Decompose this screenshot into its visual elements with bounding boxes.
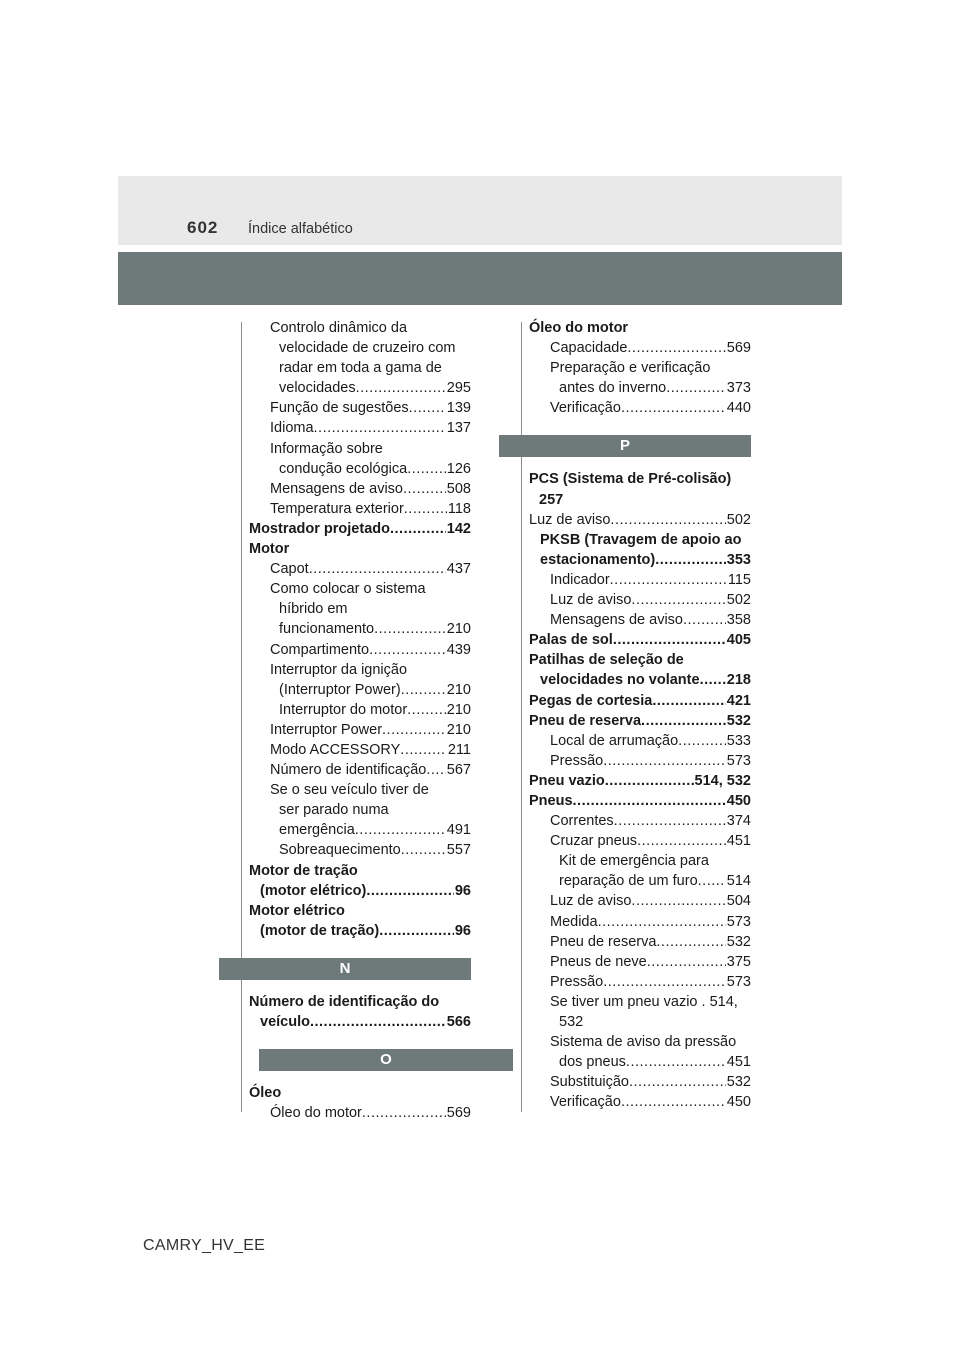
index-entry bbox=[249, 760, 471, 780]
entry-text: Pressão bbox=[550, 752, 604, 769]
index-entry bbox=[529, 610, 751, 630]
entry-text: (Interruptor Power) bbox=[279, 681, 401, 698]
index-entry bbox=[529, 932, 751, 952]
page-reference: 533 bbox=[726, 732, 751, 749]
dot-leader bbox=[652, 691, 725, 711]
entry-text: ser parado numa bbox=[279, 802, 389, 819]
entry-text: Informação sobre bbox=[270, 440, 383, 457]
dot-leader bbox=[613, 630, 726, 650]
index-entry bbox=[529, 630, 751, 650]
page-reference: 514, 532 bbox=[694, 772, 751, 789]
page-reference: 375 bbox=[726, 953, 751, 970]
dot-leader bbox=[309, 559, 446, 579]
page-reference: 405 bbox=[726, 632, 751, 649]
index-entry bbox=[249, 519, 471, 539]
entry-text: Patilhas de seleção de bbox=[529, 652, 684, 669]
dot-leader bbox=[610, 510, 725, 530]
entry-text: Substituição bbox=[550, 1074, 629, 1091]
dot-leader bbox=[374, 619, 446, 639]
page-reference: 210 bbox=[446, 681, 471, 698]
entry-text: Luz de aviso bbox=[550, 893, 632, 910]
document-code: CAMRY_HV_EE bbox=[143, 1237, 266, 1254]
index-entry bbox=[249, 740, 471, 760]
index-entry bbox=[249, 800, 471, 820]
entry-text: Controlo dinâmico da bbox=[270, 320, 408, 336]
dot-leader bbox=[655, 550, 726, 570]
entry-text: Interruptor do motor bbox=[279, 701, 408, 718]
entry-text: estacionamento) bbox=[540, 551, 656, 568]
page-reference: 210 bbox=[446, 721, 471, 738]
page-reference: 118 bbox=[447, 500, 471, 517]
page-reference: 437 bbox=[446, 561, 471, 578]
page-reference: 557 bbox=[446, 842, 471, 859]
entry-text: Luz de aviso bbox=[550, 592, 632, 609]
page-reference: 142 bbox=[446, 520, 471, 537]
dot-leader bbox=[310, 1012, 446, 1032]
page-reference: 126 bbox=[446, 460, 471, 477]
dot-leader bbox=[366, 881, 454, 901]
dot-leader bbox=[610, 570, 727, 590]
index-entry bbox=[529, 469, 751, 489]
dot-leader bbox=[409, 398, 446, 418]
dot-leader bbox=[621, 1092, 726, 1112]
index-entry bbox=[529, 378, 751, 398]
dot-leader bbox=[598, 912, 726, 932]
entry-group bbox=[249, 318, 471, 941]
entry-text: Sistema de aviso da pressão bbox=[550, 1034, 737, 1051]
index-entry bbox=[249, 559, 471, 579]
index-entry bbox=[529, 912, 751, 932]
dot-leader bbox=[700, 670, 726, 690]
index-entry bbox=[249, 881, 471, 901]
index-entry bbox=[249, 720, 471, 740]
dot-leader bbox=[426, 760, 445, 780]
entry-text: Kit de emergência para bbox=[559, 853, 709, 870]
entry-text: reparação de um furo bbox=[559, 873, 698, 890]
page-reference: 573 bbox=[726, 752, 751, 769]
entry-text: Capacidade bbox=[550, 340, 628, 357]
page-reference: 569 bbox=[726, 340, 751, 357]
page-number: 602 bbox=[187, 218, 219, 237]
index-entry bbox=[249, 418, 471, 438]
index-entry bbox=[529, 791, 751, 811]
entry-text: Motor bbox=[249, 541, 290, 558]
index-entry bbox=[249, 378, 471, 398]
index-entry bbox=[249, 921, 471, 941]
entry-text: (motor elétrico) bbox=[260, 882, 367, 899]
dot-leader bbox=[605, 771, 694, 791]
index-entry bbox=[249, 780, 471, 800]
index-entry bbox=[529, 590, 751, 610]
dot-leader bbox=[314, 418, 446, 438]
entry-text: Número de identificação bbox=[270, 762, 427, 779]
entry-text: Mostrador projetado bbox=[249, 520, 390, 537]
index-entry bbox=[529, 1012, 751, 1032]
index-entry bbox=[529, 530, 751, 550]
entry-text: (motor de tração) bbox=[260, 922, 380, 939]
dot-leader bbox=[404, 499, 447, 519]
page-reference: 502 bbox=[726, 592, 751, 609]
index-entry bbox=[249, 660, 471, 680]
index-entry bbox=[529, 338, 751, 358]
page-reference: 566 bbox=[446, 1014, 471, 1030]
dot-leader bbox=[656, 932, 725, 952]
dot-leader bbox=[403, 479, 446, 499]
section-header-p: P bbox=[499, 435, 751, 457]
dot-leader bbox=[603, 751, 726, 771]
index-entry bbox=[529, 318, 751, 338]
page-reference: 532 bbox=[726, 933, 751, 950]
page-reference: 96 bbox=[454, 922, 471, 939]
dot-leader bbox=[637, 831, 726, 851]
index-entry bbox=[529, 1052, 751, 1072]
page-reference: 139 bbox=[446, 400, 471, 417]
entry-text: Temperatura exterior bbox=[270, 500, 404, 517]
dot-leader bbox=[647, 952, 726, 972]
entry-text: dos pneus bbox=[559, 1054, 626, 1071]
index-entry bbox=[249, 579, 471, 599]
entry-text: Pneus bbox=[529, 792, 573, 809]
entry-text: velocidade de cruzeiro com bbox=[279, 340, 456, 357]
entry-text: Idioma bbox=[270, 420, 314, 437]
index-entry bbox=[529, 992, 751, 1012]
dot-leader bbox=[573, 791, 726, 811]
index-column-2 bbox=[529, 318, 751, 1112]
dot-leader bbox=[369, 640, 446, 660]
page-reference: 514 bbox=[726, 873, 751, 890]
page-title: Índice alfabético bbox=[248, 221, 353, 237]
entry-text: Mensagens de aviso bbox=[270, 480, 403, 497]
dot-leader bbox=[614, 811, 726, 831]
page-reference: 210 bbox=[446, 701, 471, 718]
index-entry bbox=[249, 820, 471, 840]
column-divider-left bbox=[241, 322, 242, 1112]
index-entry bbox=[249, 1083, 471, 1103]
page-reference: 421 bbox=[726, 692, 751, 709]
index-entry bbox=[529, 731, 751, 751]
page-reference: 211 bbox=[447, 741, 471, 758]
page-reference: 96 bbox=[454, 882, 471, 899]
entry-text: Capot bbox=[270, 561, 309, 578]
entry-text: 532 bbox=[559, 1014, 584, 1030]
page-reference: 353 bbox=[726, 551, 751, 568]
entry-text: Óleo do motor bbox=[529, 320, 629, 336]
index-entry bbox=[529, 550, 751, 570]
entry-text: Palas de sol bbox=[529, 632, 613, 649]
dot-leader bbox=[355, 820, 446, 840]
entry-text: Indicador bbox=[550, 571, 610, 588]
entry-group bbox=[529, 469, 751, 1112]
page-reference: 295 bbox=[446, 380, 471, 397]
dot-leader bbox=[400, 740, 447, 760]
entry-text: Verificação bbox=[550, 400, 621, 417]
dot-leader bbox=[401, 840, 446, 860]
index-entry bbox=[249, 1103, 471, 1123]
index-entry bbox=[529, 570, 751, 590]
page-reference: 137 bbox=[446, 420, 471, 437]
index-entry bbox=[529, 751, 751, 771]
index-entry bbox=[529, 358, 751, 378]
entry-text: Mensagens de aviso bbox=[550, 612, 683, 629]
dot-leader bbox=[641, 711, 726, 731]
index-entry bbox=[249, 459, 471, 479]
header-band bbox=[118, 252, 842, 305]
entry-text: PCS (Sistema de Pré-colisão) bbox=[529, 471, 732, 488]
page-reference: 440 bbox=[726, 400, 751, 417]
entry-text: Interruptor Power bbox=[270, 721, 383, 738]
index-entry bbox=[249, 599, 471, 619]
entry-group bbox=[529, 318, 751, 418]
index-entry bbox=[529, 1092, 751, 1112]
entry-text: Sobreaquecimento bbox=[279, 842, 401, 859]
index-entry bbox=[529, 1032, 751, 1052]
entry-text: emergência bbox=[279, 822, 355, 839]
header-bar bbox=[118, 176, 842, 245]
entry-text: Como colocar o sistema bbox=[270, 581, 426, 598]
entry-text: Óleo bbox=[249, 1085, 282, 1102]
entry-text: Motor de tração bbox=[249, 862, 358, 879]
section-header-o: O bbox=[259, 1049, 513, 1071]
dot-leader bbox=[666, 378, 726, 398]
entry-text: Local de arrumação bbox=[550, 732, 679, 749]
index-entry bbox=[529, 650, 751, 670]
index-entry bbox=[249, 680, 471, 700]
index-entry bbox=[249, 318, 471, 338]
page-reference: 439 bbox=[446, 641, 471, 658]
index-entry bbox=[529, 972, 751, 992]
page-reference: 374 bbox=[726, 813, 751, 830]
entry-text: Se o seu veículo tiver de bbox=[270, 782, 429, 799]
page-reference: 450 bbox=[726, 792, 751, 809]
dot-leader bbox=[382, 720, 446, 740]
index-entry bbox=[249, 840, 471, 860]
entry-text: veículo bbox=[260, 1014, 310, 1030]
entry-text: Função de sugestões bbox=[270, 400, 409, 417]
dot-leader bbox=[683, 610, 726, 630]
dot-leader bbox=[621, 398, 726, 418]
entry-text: Verificação bbox=[550, 1094, 621, 1111]
dot-leader bbox=[407, 459, 446, 479]
entry-text: Motor elétrico bbox=[249, 902, 345, 919]
index-entry bbox=[249, 499, 471, 519]
index-entry bbox=[529, 831, 751, 851]
index-entry bbox=[249, 338, 471, 358]
index-entry bbox=[249, 479, 471, 499]
index-entry bbox=[249, 901, 471, 921]
dot-leader bbox=[603, 972, 726, 992]
entry-text: radar em toda a gama de bbox=[279, 360, 442, 377]
entry-text: Interruptor da ignição bbox=[270, 661, 408, 678]
entry-text: PKSB (Travagem de apoio ao bbox=[540, 531, 742, 548]
index-entry bbox=[249, 640, 471, 660]
index-entry bbox=[529, 891, 751, 911]
entry-group bbox=[249, 1083, 471, 1123]
index-entry bbox=[249, 619, 471, 639]
page-reference: 573 bbox=[726, 913, 751, 930]
entry-group bbox=[249, 992, 471, 1032]
index-entry bbox=[249, 358, 471, 378]
index-entry bbox=[249, 992, 471, 1012]
page-reference: 451 bbox=[726, 833, 751, 850]
index-entry bbox=[529, 398, 751, 418]
section-header-n: N bbox=[219, 958, 471, 980]
index-entry bbox=[249, 398, 471, 418]
index-entry bbox=[249, 539, 471, 559]
page-reference: 504 bbox=[726, 893, 751, 910]
entry-text: Pressão bbox=[550, 973, 604, 990]
page-reference: 532 bbox=[726, 712, 751, 729]
index-entry bbox=[249, 700, 471, 720]
index-entry bbox=[529, 510, 751, 530]
index-entry bbox=[529, 851, 751, 871]
index-entry bbox=[249, 439, 471, 459]
index-entry bbox=[249, 1012, 471, 1032]
entry-text: Luz de aviso bbox=[529, 511, 611, 528]
page-reference: 218 bbox=[726, 672, 751, 689]
index-entry bbox=[529, 1072, 751, 1092]
entry-text: funcionamento bbox=[279, 621, 375, 638]
dot-leader bbox=[390, 519, 446, 539]
index-entry bbox=[529, 771, 751, 791]
page-reference: 115 bbox=[727, 571, 751, 588]
page-reference: 373 bbox=[726, 380, 751, 397]
dot-leader bbox=[356, 378, 446, 398]
dot-leader bbox=[407, 700, 446, 720]
dot-leader bbox=[362, 1103, 446, 1123]
page-reference: 450 bbox=[726, 1094, 751, 1111]
entry-text: Compartimento bbox=[270, 641, 370, 658]
index-entry bbox=[529, 711, 751, 731]
page-reference: 210 bbox=[446, 621, 471, 638]
page-reference: 358 bbox=[726, 612, 751, 629]
entry-text: Medida bbox=[550, 913, 598, 930]
entry-text: 257 bbox=[539, 491, 564, 508]
entry-text: Número de identificação do bbox=[249, 993, 440, 1010]
entry-text: Se tiver um pneu vazio . 514, bbox=[550, 993, 738, 1010]
dot-leader bbox=[631, 590, 725, 610]
entry-text: híbrido em bbox=[279, 601, 348, 618]
dot-leader bbox=[626, 1052, 726, 1072]
entry-text: Pegas de cortesia bbox=[529, 692, 653, 709]
entry-text: antes do inverno bbox=[559, 380, 667, 397]
dot-leader bbox=[698, 871, 726, 891]
page-reference: 569 bbox=[446, 1105, 471, 1122]
index-entry bbox=[529, 691, 751, 711]
entry-text: Óleo do motor bbox=[270, 1105, 362, 1122]
entry-text: condução ecológica bbox=[279, 460, 408, 477]
dot-leader bbox=[401, 680, 446, 700]
entry-text: Pneus de neve bbox=[550, 953, 647, 970]
entry-text: Correntes bbox=[550, 813, 614, 830]
entry-text: Pneu de reserva bbox=[550, 933, 657, 950]
entry-text: Pneu de reserva bbox=[529, 712, 642, 729]
page-reference: 567 bbox=[446, 762, 471, 779]
page-reference: 532 bbox=[726, 1074, 751, 1091]
index-column-1 bbox=[249, 318, 471, 1123]
page-reference: 573 bbox=[726, 973, 751, 990]
entry-text: velocidades no volante bbox=[540, 672, 700, 689]
entry-text: Cruzar pneus bbox=[550, 833, 638, 850]
entry-text: Pneu vazio bbox=[529, 772, 605, 789]
dot-leader bbox=[379, 921, 454, 941]
page-reference: 451 bbox=[726, 1054, 751, 1071]
index-entry bbox=[529, 871, 751, 891]
dot-leader bbox=[631, 891, 725, 911]
dot-leader bbox=[627, 338, 725, 358]
index-entry bbox=[529, 952, 751, 972]
dot-leader bbox=[629, 1072, 726, 1092]
entry-text: Preparação e verificação bbox=[550, 360, 711, 377]
entry-text: Modo ACCESSORY bbox=[270, 741, 401, 758]
page-reference: 491 bbox=[446, 822, 471, 839]
index-entry bbox=[529, 490, 751, 510]
index-entry bbox=[529, 670, 751, 690]
entry-text: velocidades bbox=[279, 380, 356, 397]
index-entry bbox=[529, 811, 751, 831]
page-reference: 502 bbox=[726, 511, 751, 528]
page-reference: 508 bbox=[446, 480, 471, 497]
dot-leader bbox=[678, 731, 726, 751]
index-entry bbox=[249, 861, 471, 881]
